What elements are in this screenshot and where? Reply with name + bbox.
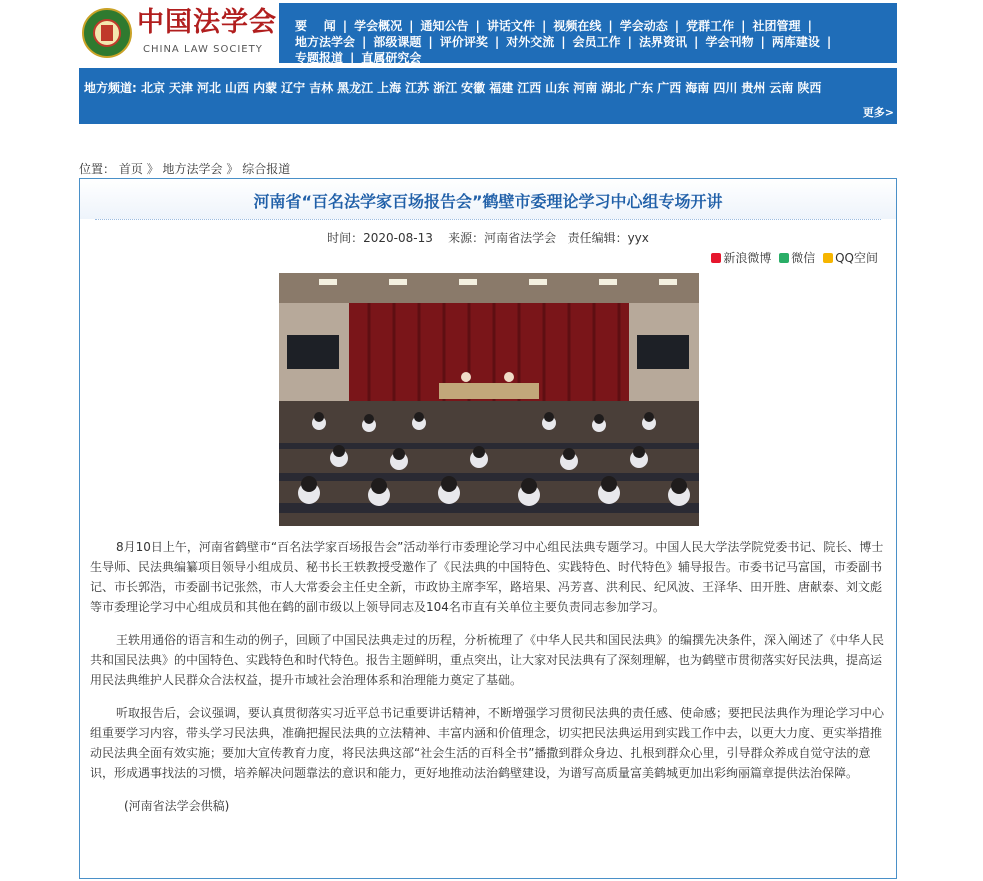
nav-separator: | xyxy=(362,35,367,49)
nav-separator: | xyxy=(807,19,812,33)
regional-channel-list xyxy=(84,79,825,96)
logo-chinese-text: 中国法学会 xyxy=(137,7,277,38)
nav-item[interactable]: 部级课题 xyxy=(373,35,422,49)
region-link[interactable]: 浙江 xyxy=(433,81,458,95)
share-weibo-label: 新浪微博 xyxy=(723,251,772,265)
article-paragraph: 听取报告后，会议强调，要认真贯彻落实习近平总书记重要讲话精神，不断增强学习贯彻民法典的责任感、使命感；要把民法典作为理论学习中心组重要学习内容，带头学习民法典，准确把握民法典的立法精神、丰富内涵和价值理念，切实把民法典运用到实践工作中去，以更大力度、更实举措推动民法典全面有效实施；要加大宣传教育力度，将民法典这部“社会生活的百科全书”播撒到群众身边、扎根到群众心里，引导群众养成自觉守法的意识，形成遇事找法的习惯，培养解决问题靠法的意识和能力，更好地推动法治鹤壁建设，为谱写高质量富美鹤城更加出彩绚丽篇章提供法治保障。 xyxy=(90,706,885,780)
region-link[interactable]: 广西 xyxy=(657,81,682,95)
region-link[interactable]: 河南 xyxy=(573,81,598,95)
channel-label: 地方频道: xyxy=(84,81,137,95)
region-link[interactable]: 天津 xyxy=(169,81,194,95)
breadcrumb-home[interactable]: 首页 xyxy=(118,162,143,176)
region-link[interactable]: 黑龙江 xyxy=(337,81,374,95)
regional-channel-bar xyxy=(79,68,897,124)
share-weibo[interactable] xyxy=(711,251,771,265)
region-link[interactable]: 四川 xyxy=(713,81,738,95)
article-meta: 时间：2020-08-13 来源：河南省法学会 责任编辑：yyx xyxy=(327,231,649,245)
region-link[interactable]: 内蒙 xyxy=(253,81,278,95)
nav-item[interactable]: 评价评奖 xyxy=(439,35,488,49)
nav-separator: | xyxy=(342,19,348,33)
share-wechat-label: 微信 xyxy=(791,251,816,265)
qzone-icon xyxy=(823,253,833,263)
region-link[interactable]: 山东 xyxy=(545,81,570,95)
region-link[interactable]: 广东 xyxy=(629,81,654,95)
share-qzone-label: QQ空间 xyxy=(835,251,878,265)
region-link[interactable]: 江苏 xyxy=(405,81,430,95)
region-link[interactable]: 河北 xyxy=(197,81,222,95)
nav-row xyxy=(295,50,895,66)
share-wechat[interactable] xyxy=(779,251,815,265)
region-link[interactable]: 吉林 xyxy=(309,81,334,95)
nav-row xyxy=(295,34,895,50)
region-link[interactable]: 北京 xyxy=(141,81,166,95)
nav-item[interactable]: 讲话文件 xyxy=(486,19,535,33)
region-link[interactable]: 海南 xyxy=(685,81,710,95)
region-link[interactable]: 云南 xyxy=(769,81,794,95)
wechat-icon xyxy=(779,253,789,263)
region-link[interactable]: 贵州 xyxy=(741,81,766,95)
nav-separator: | xyxy=(409,19,414,33)
article-source-note: (河南省法学会供稿) xyxy=(124,799,230,813)
region-link[interactable]: 山西 xyxy=(225,81,250,95)
article-title: 河南省“百名法学家百场报告会”鹤壁市委理论学习中心组专场开讲 xyxy=(253,192,723,211)
nav-separator: | xyxy=(694,35,699,49)
nav-separator: | xyxy=(741,19,746,33)
nav-item[interactable]: 专题报道 xyxy=(295,51,344,65)
article-paragraph: 8月10日上午，河南省鹤壁市“百名法学家百场报告会”活动举行市委理论学习中心组民法典专题学习。中国人民大学法学院党委书记、院长、博士生导师、民法典编纂项目领导小组成员、秘书长王轶教授受邀作了《民法典的中国特色、实践特色、时代特色》辅导报告。市委书记马富国，市委副书记、市长郭浩，市委副书记张然，市人大常委会主任史全新，市政协主席李军，路培果、冯芳喜、洪利民、纪风波、王泽华、田开胜、唐献泰、刘文彪等市委理论学习中心组成员和其他在鹤的副市级以上领导同志及104名市直有关单位主要负责同志参加学习。 xyxy=(90,540,884,614)
nav-item[interactable]: 两库建设 xyxy=(771,35,820,49)
nav-item[interactable]: 社团管理 xyxy=(752,19,801,33)
nav-item[interactable]: 地方法学会 xyxy=(295,35,356,49)
region-link[interactable]: 福建 xyxy=(489,81,514,95)
nav-item[interactable]: 通知公告 xyxy=(420,19,469,33)
main-nav xyxy=(295,18,895,66)
nav-separator: | xyxy=(561,35,566,49)
breadcrumb xyxy=(79,160,290,177)
nav-separator: | xyxy=(674,19,680,33)
region-link[interactable]: 辽宁 xyxy=(281,81,306,95)
title-divider xyxy=(95,219,881,220)
breadcrumb-subsection[interactable]: 综合报道 xyxy=(242,162,291,176)
nav-item[interactable]: 对外交流 xyxy=(506,35,555,49)
region-link[interactable]: 江西 xyxy=(517,81,542,95)
nav-item[interactable]: 学会概况 xyxy=(354,19,403,33)
nav-row xyxy=(295,18,895,34)
article-body xyxy=(90,537,888,829)
society-emblem-icon xyxy=(82,8,132,58)
article-panel xyxy=(79,178,897,879)
share-bar xyxy=(711,249,878,266)
nav-separator: | xyxy=(494,35,500,49)
breadcrumb-section[interactable]: 地方法学会 xyxy=(162,162,223,176)
meeting-hall-photo-icon xyxy=(279,273,699,526)
nav-item[interactable]: 视频在线 xyxy=(553,19,602,33)
nav-separator: | xyxy=(760,35,765,49)
region-link[interactable]: 上海 xyxy=(377,81,402,95)
site-logo[interactable] xyxy=(79,3,279,63)
nav-separator: | xyxy=(428,35,433,49)
share-qzone[interactable] xyxy=(823,251,878,265)
nav-item[interactable]: 法界资讯 xyxy=(639,35,688,49)
nav-item[interactable]: 学会动态 xyxy=(619,19,668,33)
breadcrumb-separator: 》 xyxy=(146,162,159,176)
nav-separator: | xyxy=(475,19,480,33)
breadcrumb-separator: 》 xyxy=(226,162,239,176)
region-link[interactable]: 安徽 xyxy=(461,81,486,95)
logo-english-text: CHINA LAW SOCIETY xyxy=(143,44,263,55)
nav-item[interactable]: 党群工作 xyxy=(686,19,735,33)
nav-item[interactable]: 学会刊物 xyxy=(705,35,754,49)
nav-item[interactable]: 直属研究会 xyxy=(361,51,422,65)
breadcrumb-prefix: 位置： xyxy=(79,162,116,176)
weibo-icon xyxy=(711,253,721,263)
article-photo xyxy=(279,273,699,526)
nav-item[interactable]: 要 闻 xyxy=(295,19,336,33)
nav-separator: | xyxy=(608,19,613,33)
more-link[interactable]: 更多> xyxy=(862,106,894,119)
nav-separator: | xyxy=(627,35,633,49)
nav-separator: | xyxy=(350,51,355,65)
nav-separator: | xyxy=(826,35,832,49)
nav-separator: | xyxy=(541,19,547,33)
region-link[interactable]: 陕西 xyxy=(797,81,822,95)
site-header xyxy=(79,3,897,63)
article-paragraph: 王轶用通俗的语言和生动的例子，回顾了中国民法典走过的历程，分析梳理了《中华人民共和国民法典》的编撰先决条件，深入阐述了《中华人民共和国民法典》的中国特色、实践特色和时代特色。报告主题鲜明，重点突出，让大家对民法典有了深刻理解，也为鹤壁市贯彻落实好民法典，提高运用民法典维护人民群众合法权益，提升市域社会治理体系和治理能力奠定了基础。 xyxy=(90,633,885,687)
region-link[interactable]: 湖北 xyxy=(601,81,626,95)
nav-item[interactable]: 会员工作 xyxy=(572,35,621,49)
